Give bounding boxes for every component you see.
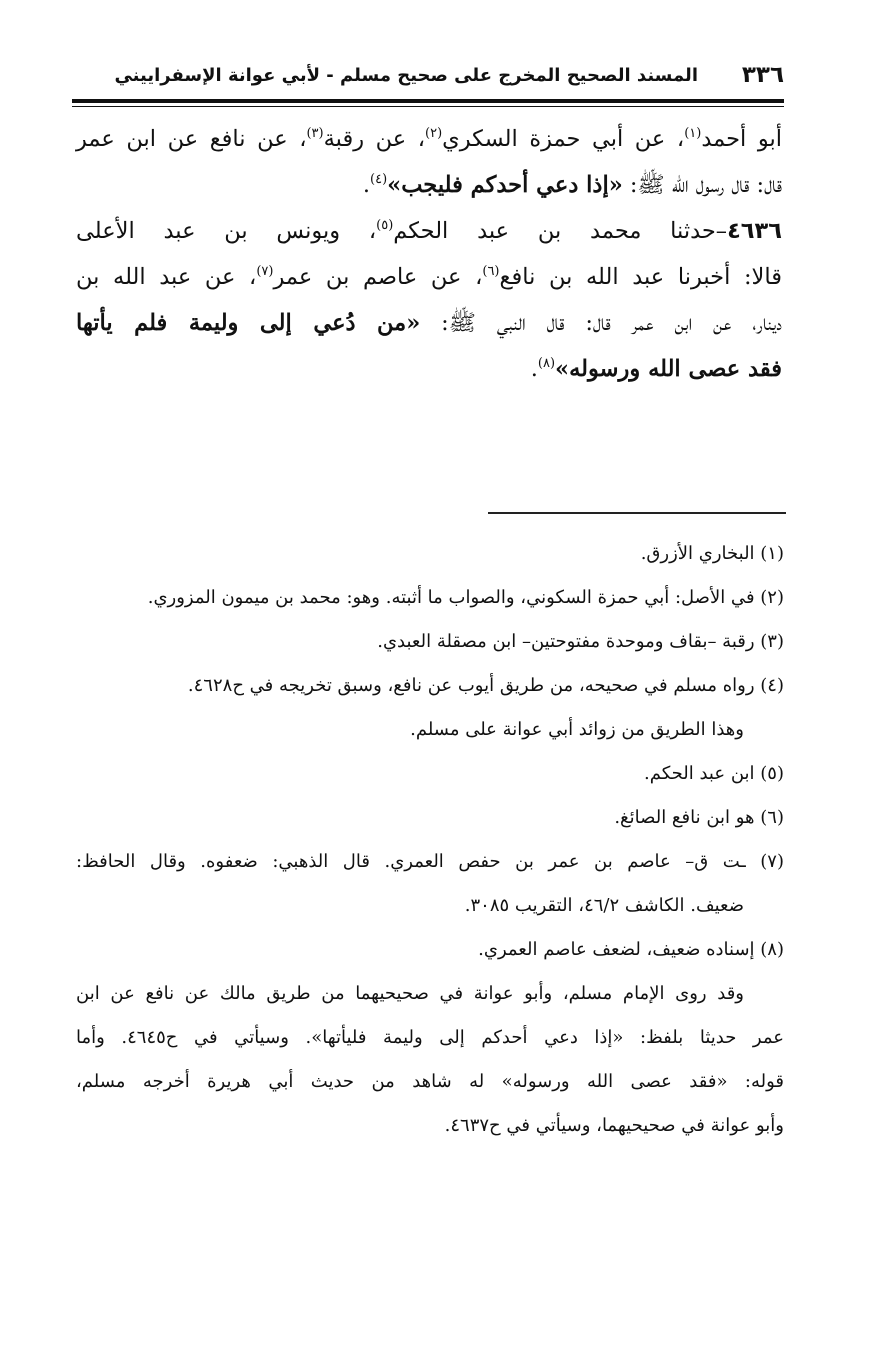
footnote-ref: (٧) <box>256 264 274 279</box>
hadith-quote: «إذا دعي أحدكم فليجب» <box>387 172 623 198</box>
running-title: المسند الصحيح المخرج على صحيح مسلم - لأبي عوانة الإسفراييني <box>114 65 698 86</box>
footnote-paragraph-line: وقد روى الإمام مسلم، وأبو عوانة في صحيحيهما من طريق مالك عن نافع عن ابن <box>76 983 744 1004</box>
hadith-number: ٤٦٣٦ <box>727 218 782 244</box>
text-line: قالا: أخبرنا عبد الله بن نافع$^{(٦)}$، عن عاصم بن عمر$^{(٧)}$، عن عبد الله بن <box>76 264 782 290</box>
footnotes <box>76 532 784 1148</box>
footnote-separator <box>488 512 786 514</box>
footnote-ref: (٣) <box>306 126 324 141</box>
footnote-ref: (٨) <box>537 356 556 371</box>
footnote: (١) البخاري الأزرق. <box>640 543 784 564</box>
footnote-ref: (٢) <box>425 126 443 141</box>
page-header <box>72 60 784 96</box>
footnote: (٣) رقبة –بقاف وموحدة مفتوحتين– ابن مصقلة العبدي. <box>377 631 784 652</box>
footnote: (٤) رواه مسلم في صحيحه، من طريق أيوب عن نافع، وسبق تخريجه في ح٤٦٢٨. <box>187 675 784 696</box>
footnote-paragraph-line: قوله: «فقد عصى الله ورسوله» له شاهد من حديث أبي هريرة أخرجه مسلم، <box>76 1071 784 1092</box>
footnote-continuation: ضعيف. الكاشف ٤٦/٢، التقريب ٣٠٨٥. <box>464 895 744 916</box>
footnote: (٢) في الأصل: أبي حمزة السكوني، والصواب ما أثبته. وهو: محمد بن ميمون المزوري. <box>147 587 784 608</box>
header-rule <box>72 99 784 103</box>
hadith-quote: فقد عصى الله ورسوله» <box>555 356 782 382</box>
text-line: دينار، عن ابن عمر قال: قال النبي ﷺ: «من دُعي إلى وليمة فلم يأتها <box>76 310 782 336</box>
footnote: (٥) ابن عبد الحكم. <box>644 763 784 784</box>
footnote-continuation: وهذا الطريق من زوائد أبي عوانة على مسلم. <box>410 719 744 740</box>
footnote-paragraph-line: وأبو عوانة في صحيحيهما، وسيأتي في ح٤٦٣٧. <box>444 1115 784 1136</box>
footnote-ref: (٦) <box>482 264 500 279</box>
main-text <box>76 116 782 392</box>
footnote-paragraph-line: عمر حديثا بلفظ: «إذا دعي أحدكم إلى وليمة فليأتها». وسيأتي في ح٤٦٤٥. وأما <box>76 1027 784 1048</box>
footnote-ref: (٥) <box>376 218 394 233</box>
text-line: ٤٦٣٦–حدثنا محمد بن عبد الحكم$^{(٥)}$، ويونس بن عبد الأعلى <box>76 218 782 244</box>
text-line: فقد عصى الله ورسوله»$^{(٨)}$. <box>530 356 782 382</box>
footnote: (٨) إسناده ضعيف، لضعف عاصم العمري. <box>478 939 784 960</box>
footnote-ref: (١) <box>684 126 702 141</box>
text-line: قال: قال رسول الله ﷺ: «إذا دعي أحدكم فليجب»$^{(٤)}$. <box>362 172 782 198</box>
header-rule-thin <box>72 106 784 107</box>
page-number: ٣٣٦ <box>741 62 784 88</box>
footnote: (٦) هو ابن نافع الصائغ. <box>614 807 784 828</box>
footnote-ref: (٤) <box>370 172 388 187</box>
text-line: أبو أحمد$^{(١)}$، عن أبي حمزة السكري$^{(٢)}$، عن رقبة$^{(٣)}$، عن نافع عن ابن عمر <box>76 126 782 152</box>
footnote: (٧) ـت ق– عاصم بن عمر بن حفص العمري. قال الذهبي: ضعفوه. وقال الحافظ: <box>76 851 784 872</box>
hadith-quote: «من دُعي إلى وليمة فلم يأتها <box>76 310 421 336</box>
